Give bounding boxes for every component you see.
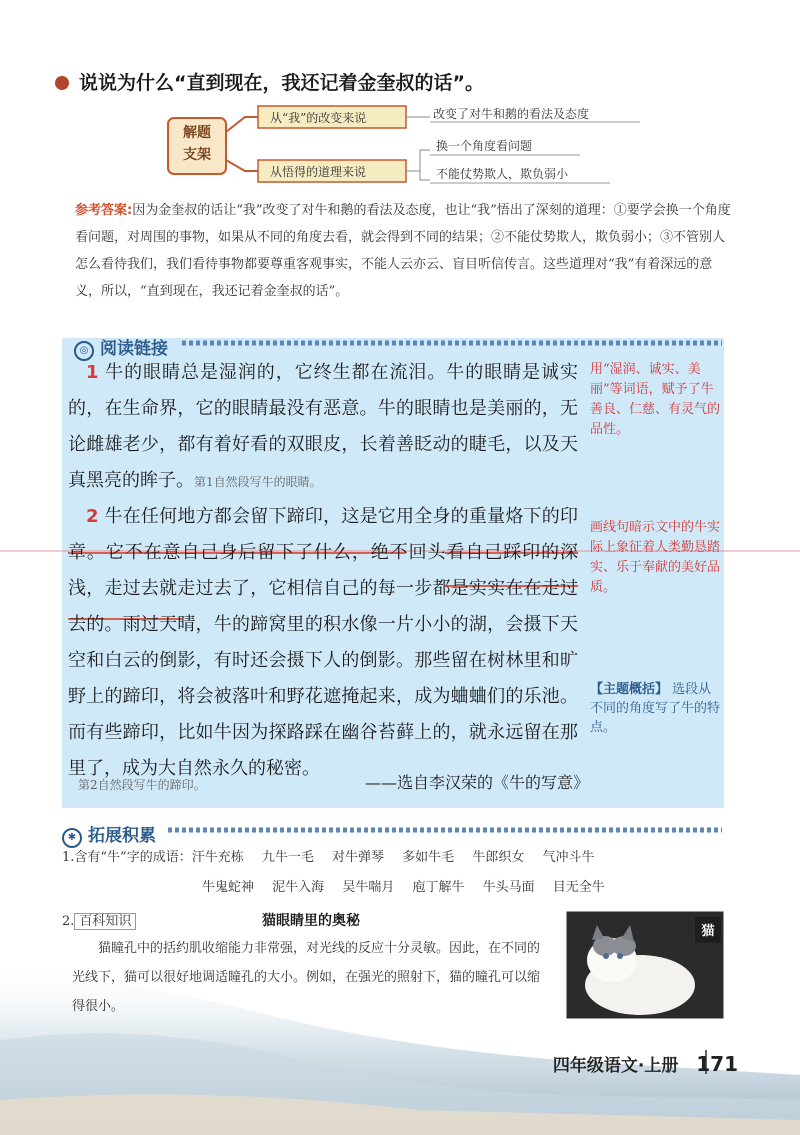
reading-header: ◎ 阅读链接 [74, 334, 168, 361]
idioms-row-1: 1.含有“牛”字的成语：汗牛充栋 九牛一毛 对牛弹琴 多如牛毛 牛郎织女 气冲斗牛 [62, 850, 595, 865]
idioms-row-2: 牛鬼蛇神 泥牛入海 吴牛喘月 庖丁解牛 牛头马面 目无全牛 [202, 880, 605, 895]
item2-text: 猫瞳孔中的括约肌收缩能力非常强，对光线的反应十分灵敏。因此，在不同的光线下，猫可以很好地调适瞳孔的大小。例如，在强光的照射下，猫的瞳孔可以缩得很小。 [72, 941, 541, 1014]
answer-label: 参考答案: [75, 203, 133, 218]
item2-title: 猫眼睛里的奥秘 [262, 913, 360, 929]
reading-source: ——选自李汉荣的《牛的写意》 [365, 773, 590, 792]
answer-block [75, 197, 735, 305]
footer-book: 四年级语文·上册 [552, 1056, 679, 1076]
mindmap-center: 解题 支架 [183, 125, 211, 163]
reading-p2-note: 第2自然段写牛的蹄印。 [78, 778, 206, 792]
mindmap-leaf-top: 改变了对牛和鹅的看法及态度 [433, 107, 590, 121]
cat-photo-label: 猫 [701, 924, 715, 939]
theme-summary: 【主题概括】 选段从不同的角度写了牛的特点。 [590, 682, 721, 735]
item2-label: 2. 百科知识 [62, 910, 136, 929]
reading-paragraph-1: 1 牛的眼睛总是湿润的，它终生都在流泪。牛的眼睛是诚实的，在生命界，它的眼睛最没有恶意。牛的眼睛也是美丽的，无论雌雄老少，都有着好看的双眼皮，长着善眨动的睫毛，以及天真黑亮的眸子。第1自然段写牛的眼睛。 [68, 362, 578, 491]
mindmap-branch-bottom: 从悟得的道理来说 [270, 165, 367, 179]
expand-header: ✱ 拓展积累 [62, 821, 156, 848]
side-note-1: 用“湿润、诚实、美丽”等词语，赋予了牛善良、仁慈、有灵气的品性。 [590, 362, 721, 437]
question-title: 说说为什么“直到现在，我还记着金奎叔的话”。 [55, 68, 484, 95]
bullet-dot-icon [55, 76, 69, 90]
mindmap-leaf-bottom-2: 不能仗势欺人，欺负弱小 [436, 167, 569, 181]
side-note-2: 画线句暗示文中的牛实际上象征着人类勤恳踏实、乐于奉献的美好品质。 [590, 520, 721, 595]
mindmap-leaf-bottom-1: 换一个角度看问题 [436, 139, 533, 153]
page-footer [553, 1051, 738, 1076]
answer-text: 因为金奎叔的话让“我”改变了对牛和鹅的看法及态度，也让“我”悟出了深刻的道理：①要学会换一个角度看问题，对周围的事物，如果从不同的角度去看，就会得到不同的结果；②不能仗势欺人，欺负弱小；③不管别人怎么看待我们，我们看待事物都要尊重客观事实，不能人云亦云、盲目听信传言。这些道理对“我”有着深远的意义，所以，“直到现在，我还记着金奎叔的话”。 [75, 203, 731, 299]
mindmap-branch-top: 从“我”的改变来说 [270, 111, 367, 125]
page-number: 171 [696, 1052, 738, 1076]
book-icon: ◎ [74, 341, 94, 361]
star-icon: ✱ [62, 828, 82, 848]
reading-paragraph-2: 2 牛在任何地方都会留下蹄印，这是它用全身的重量烙下的印章。它不在意自己身后留下了什么，绝不回头看自己踩印的深浅，走过去就走过去了，它相信自己的每一步都是实实在在走过去的。雨过天晴，牛的蹄窝里的积水像一片小小的湖，会摄下天空和白云的倒影，有时还会摄下人的倒影。那些留在树林里和旷野上的蹄印，将会被落叶和野花遮掩起来，成为蛐蛐们的乐池。而有些蹄印，比如牛因为探路踩在幽谷苔藓上的，就永远留在那里了，成为大自然永久的秘密。 [68, 506, 578, 779]
